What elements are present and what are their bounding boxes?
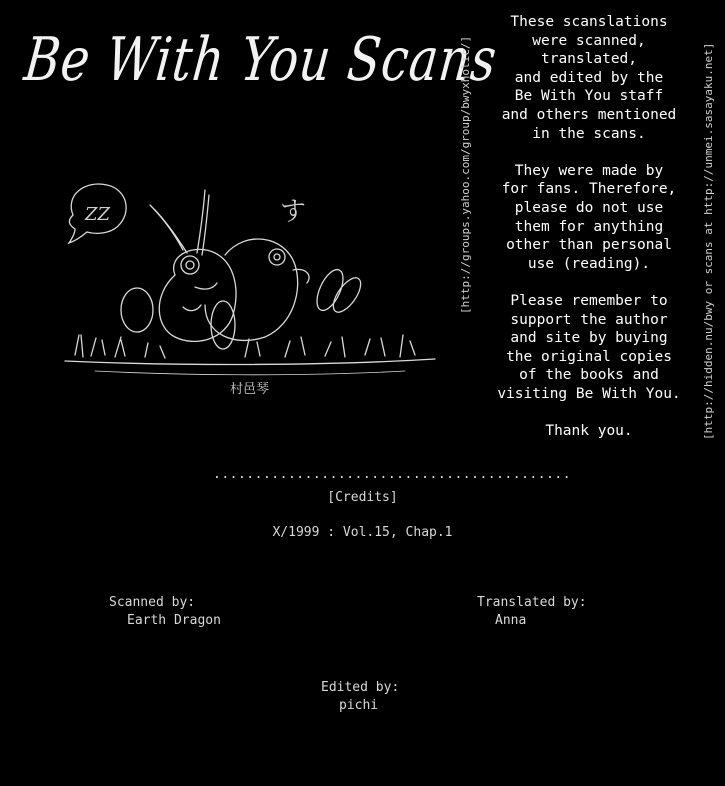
- site-url-text: [http://hidden.nu/bwy or scans at http://unmei.sasayaku.net]: [702, 42, 715, 440]
- edited-name: pichi: [339, 698, 379, 713]
- credits-heading: [Credits]: [327, 490, 398, 505]
- sleeping-creatures-illustration: [55, 175, 440, 405]
- notice-paragraph: They were made by for fans. Therefore, please do not use them for anything other than personal use (reading).: [501, 162, 677, 272]
- notice-paragraph: Please remember to support the author and site by buying the original copies of the books and visiting Be With You.: [497, 292, 681, 402]
- sound-mark-text: す: [280, 197, 307, 227]
- notice-paragraph: These scanslations were scanned, translated, and edited by the Be With You staff and others mentioned in the scans.: [501, 14, 677, 142]
- sleep-bubble-text: ZZ: [85, 204, 111, 225]
- group-url-text: [http://groups.yahoo.com/group/bwyxholic/]: [459, 35, 472, 314]
- translated-label: Translated by:: [477, 595, 587, 610]
- site-logo-title: Be With You Scans: [21, 25, 501, 95]
- notice-paragraph: Thank you.: [545, 423, 633, 440]
- artist-signature: 村邑琴: [230, 382, 270, 397]
- translated-name: Anna: [495, 613, 527, 628]
- scanned-label: Scanned by:: [109, 595, 196, 610]
- scanlation-notice: [478, 13, 700, 459]
- edited-label: Edited by:: [321, 680, 400, 695]
- series-chapter: X/1999 : Vol.15, Chap.1: [272, 525, 453, 540]
- scanned-name: Earth Dragon: [127, 613, 221, 628]
- divider: ...........................................: [213, 467, 572, 482]
